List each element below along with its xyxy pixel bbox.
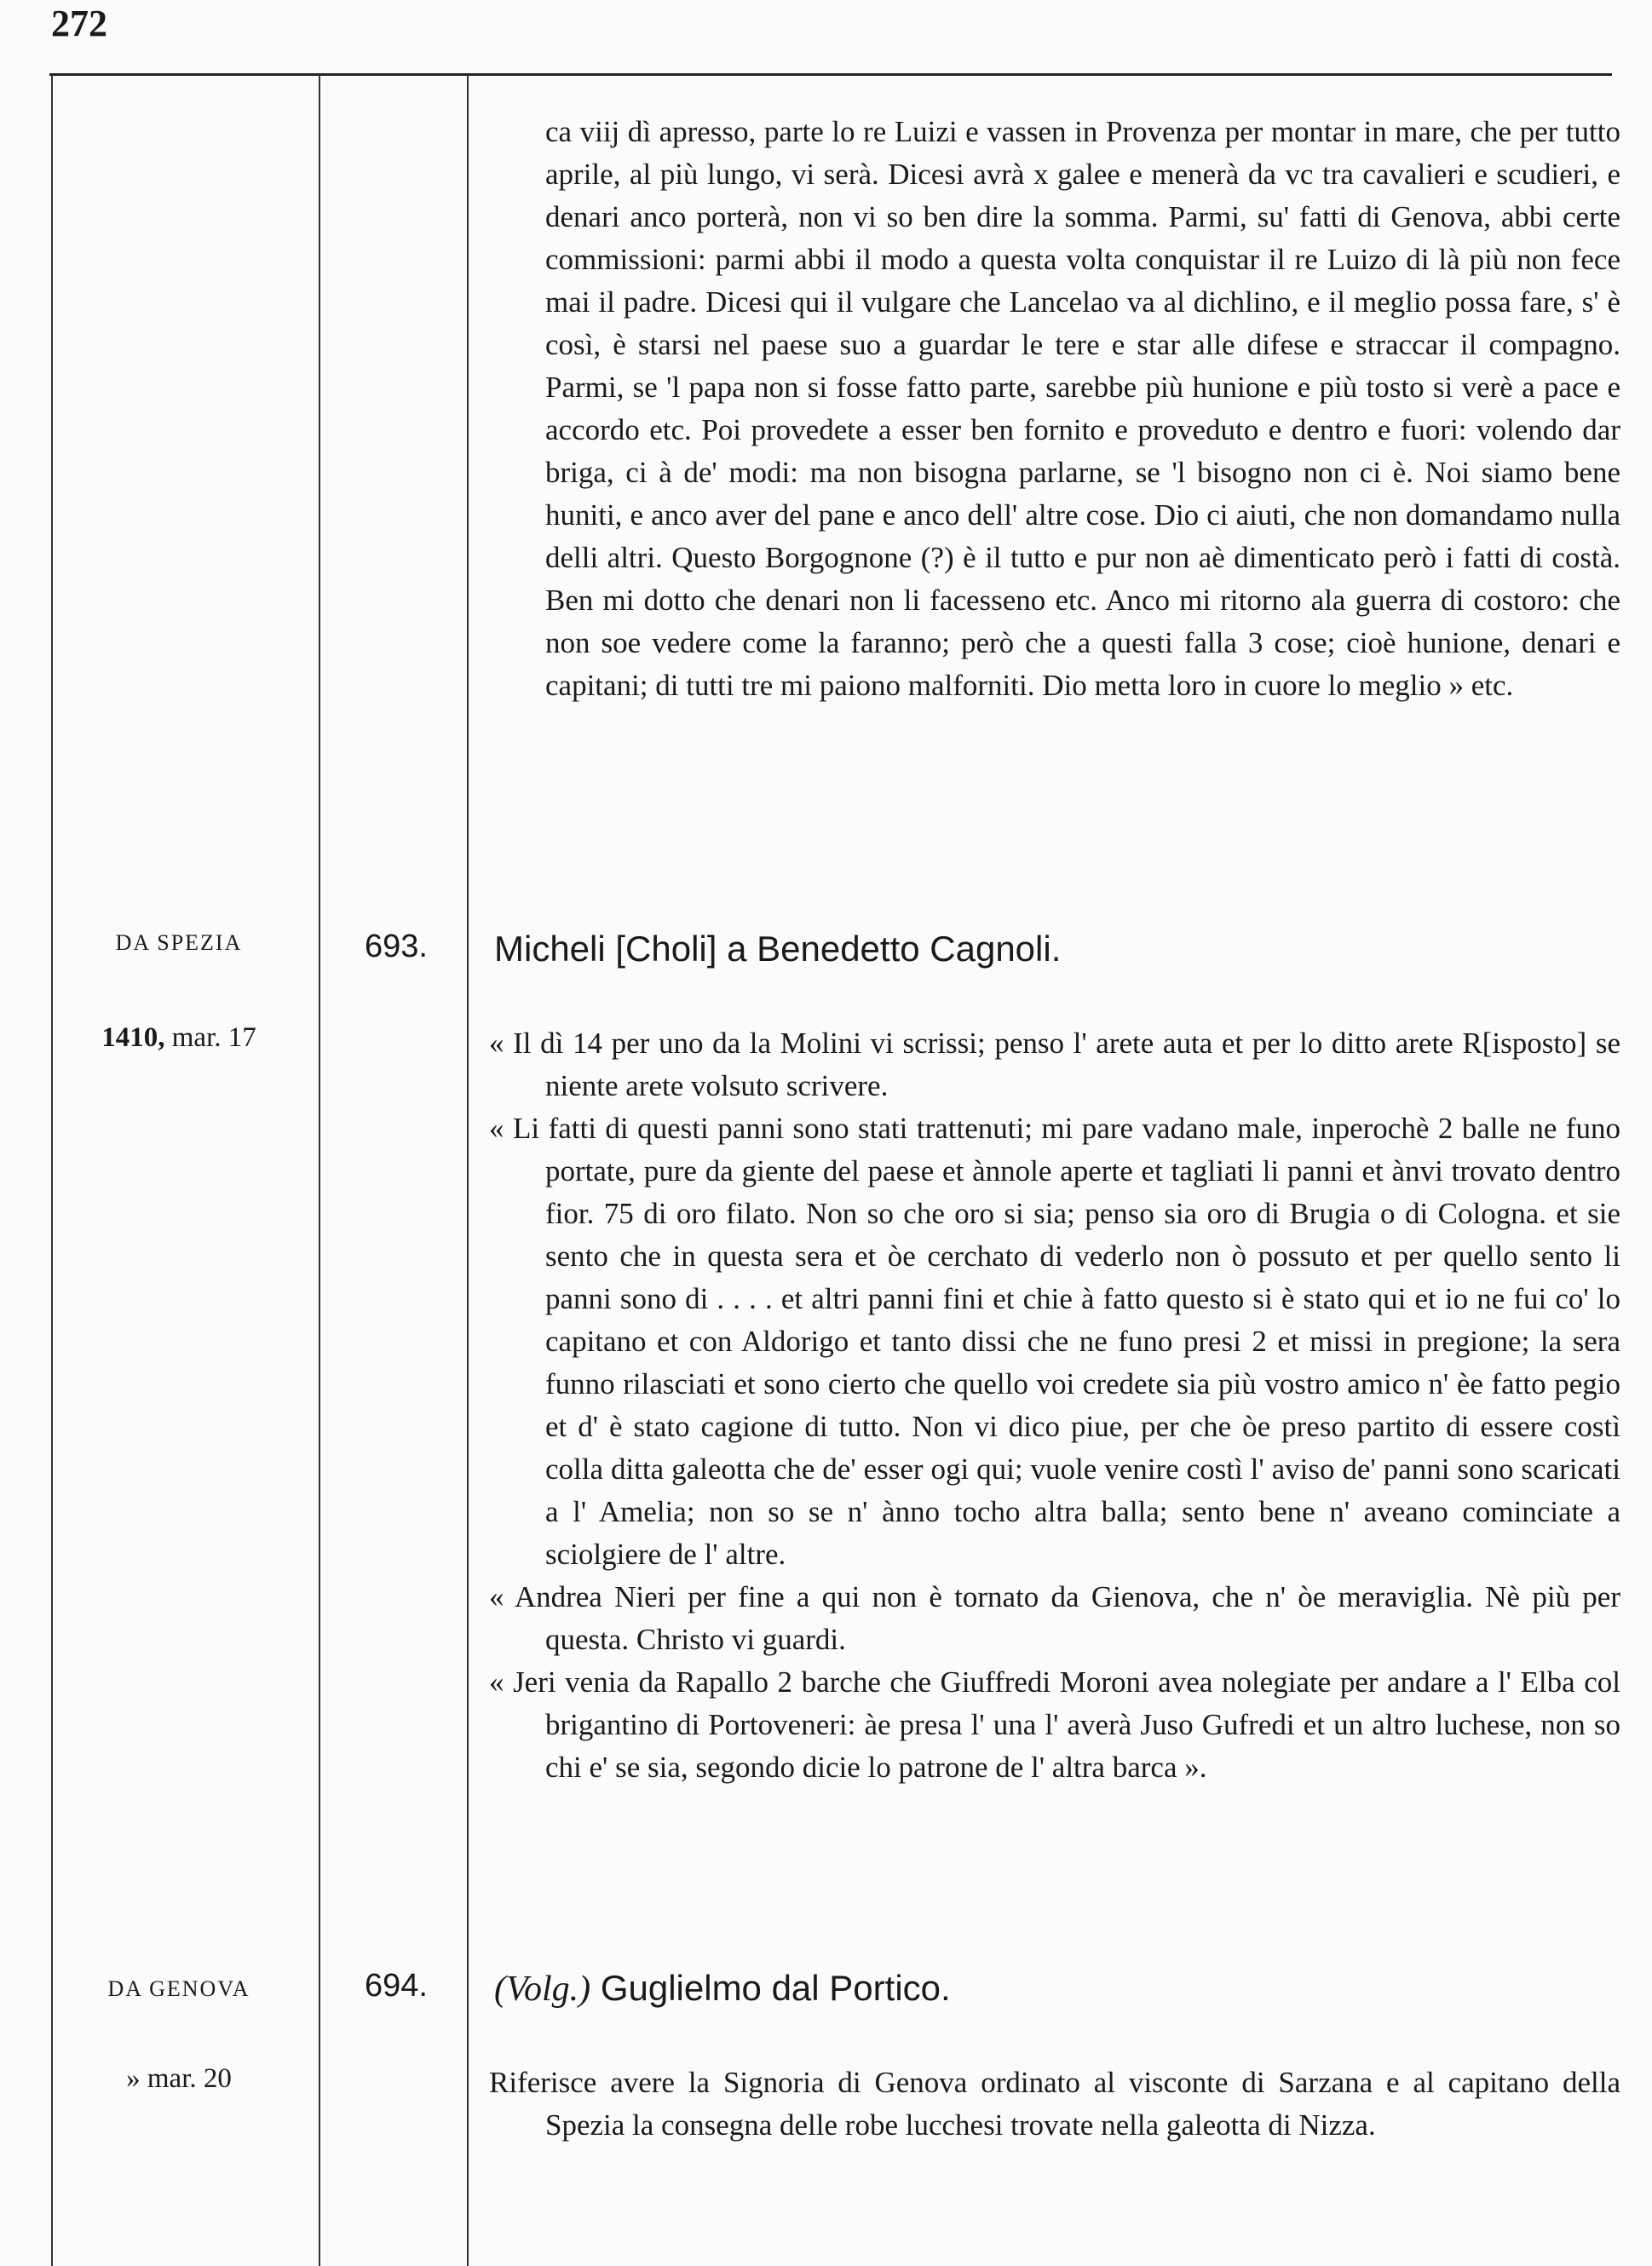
doc-693-title: Micheli [Choli] a Benedetto Cagnoli. [494, 929, 1062, 969]
doc-694-place: DA GENOVA [107, 1976, 250, 2001]
top-rule [49, 73, 1612, 76]
doc-693-place: DA SPEZIA [115, 930, 243, 955]
number-column-rule [467, 75, 469, 2266]
doc-693-number: 693. [365, 929, 428, 964]
doc-694-body [489, 2062, 1620, 2147]
page-number: 272 [51, 3, 107, 44]
continuation-paragraph: ca viij dì apresso, parte lo re Luizi e vassen in Provenza per montar in mare, che per tutto aprile, al più lungo, vi serà. Dicesi avrà x galee e menerà da vc tra cavalieri e scudieri, e denari anco porterà, non vi so ben dire la somma. Parmi, su' fatti di Genova, abbi certe commissioni: parmi abbi il modo a questa volta conquistar il re Luizo di là più non fece mai il padre. Dicesi qui il vulgare che Lancelao va al dichlino, e il meglio possa fare, s' è così, è starsi nel paese suo a guardar le tere e star alle difese e straccar il compagno. Parmi, se 'l papa non si fosse fatto parte, sarebbe più hunione e più tosto si verè a pace e accordo etc. Poi provedete a esser ben fornito e proveduto e dentro e fuori: volendo dar briga, ci à de' modi: ma non bisogna parlarne, se 'l bisogno non ci è. Noi siamo bene huniti, e anco aver del pane e anco dell' altre cose. Dio ci aiuti, che non domandamo nulla delli altri. Questo Borgognone (?) è il tutto e pur non aè dimenticato però i fatti di costà. Ben mi dotto che denari non li facesseno etc. Anco mi ritorno ala guerra di costoro: che non soe vedere come la faranno; però che a questi falla 3 cose; cioè hunione, denari e capitani; di tutti tre mi paiono malforniti. Dio metta loro in cuore lo meglio » etc. [545, 115, 1620, 702]
doc-694-title-text: Guglielmo dal Portico. [590, 1968, 951, 2008]
doc-693-paragraph-2: « Li fatti di questi panni sono stati trattenuti; mi pare vadano male, inperochè 2 balle ne funo portate, pure da giente del paese et ànnole aperte et tagliati li panni et ànvi trovato dentro fior. 75 di oro filato. Non so che oro si sia; penso sia oro di Brugia o di Cologna. et sie sento che in questa sera et òe cerchato di vederlo non ò possuto et per quello sento li panni sono di . . . . et altri panni fini et chie à fatto questo si è stato qui et io ne fui co' lo capitano et con Aldorigo et tanto dissi che ne funo presi 2 et missi in pregione; la sera funno rilasciati et sono cierto che quello voi credete sia più vostro amico n' èe fatto pegio et d' è stato cagione di tutto. Non vi dico piue, per che òe preso partito di essere costì colla ditta galeotta che de' esser ogi qui; vuole venire costì l' aviso de' panni sono scaricati a l' Amelia; non so se n' ànno tocho altra balla; sento bene n' aveano cominciate a sciolgiere de l' altre. [489, 1112, 1620, 1571]
doc-693-paragraph-1: « Il dì 14 per uno da la Molini vi scrissi; penso l' arete auta et per lo ditto arete R[isposto] se niente arete volsuto scrivere. [489, 1027, 1620, 1102]
doc-693-year: 1410, [101, 1022, 165, 1053]
doc-693-date-rest: mar. 17 [164, 1022, 256, 1053]
left-column-rule [51, 75, 53, 2266]
date-column-rule [319, 75, 320, 2266]
doc-694-title-prefix: (Volg.) [494, 1970, 591, 2009]
doc-693-date [51, 1022, 307, 1054]
doc-694-year: » [126, 2063, 141, 2094]
doc-694-paragraph-1: Riferisce avere la Signoria di Genova ordinato al visconte di Sarzana e al capitano della Spezia la consegna delle robe lucchesi trovate nella galeotta di Nizza. [489, 2066, 1620, 2142]
doc-694-title [494, 1968, 951, 2010]
doc-694-number: 694. [365, 1968, 428, 2004]
doc-693-paragraph-4: « Jeri venia da Rapallo 2 barche che Giuffredi Moroni avea nolegiate per andare a l' Elba col brigantino di Portoveneri: àe presa l' una l' averà Juso Gufredi et un altro luchese, non so chi e' se sia, segondo dicie lo patrone de l' altra barca ». [489, 1665, 1620, 1784]
doc-694-date [51, 2063, 307, 2095]
doc-693-body [489, 1022, 1620, 1789]
doc-693-paragraph-3: « Andrea Nieri per fine a qui non è tornato da Gienova, che n' òe meraviglia. Nè più per questa. Christo vi guardi. [489, 1580, 1620, 1656]
doc-694-date-rest: mar. 20 [140, 2063, 232, 2094]
continuation-text [545, 111, 1620, 707]
